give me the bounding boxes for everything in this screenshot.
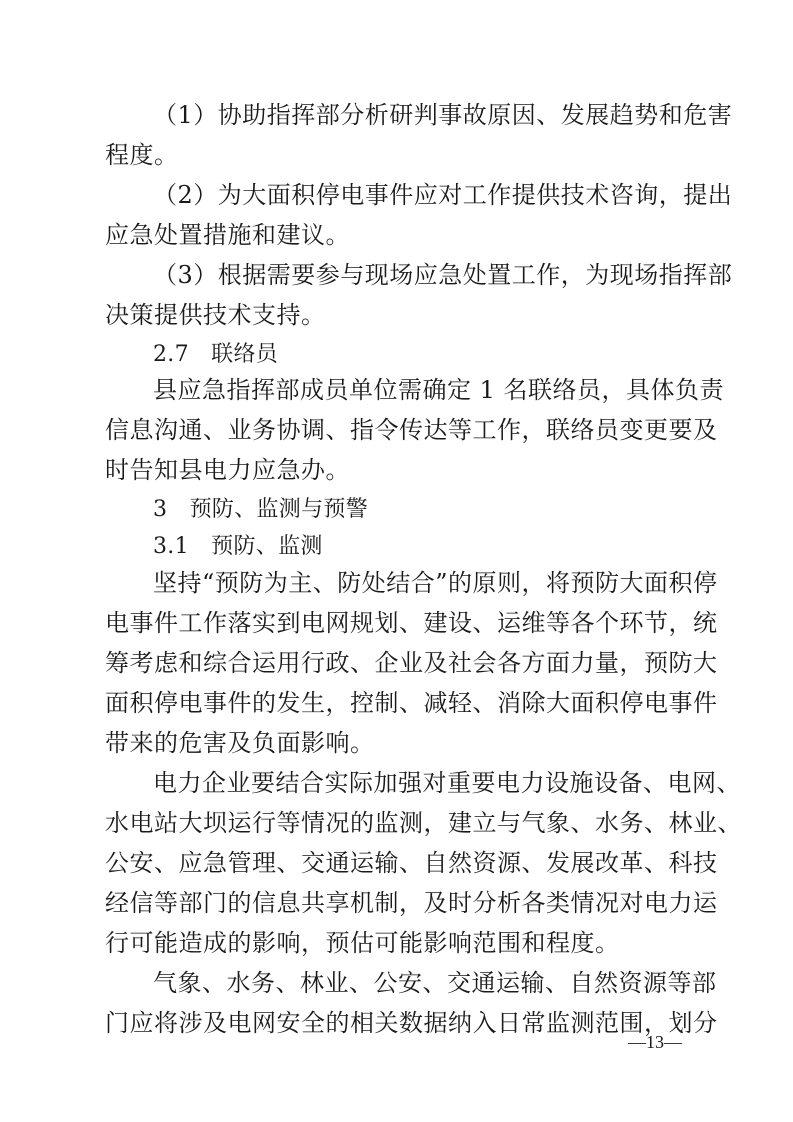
text-line: 电力企业要结合实际加强对重要电力设施设备、电网、 — [153, 769, 741, 797]
text-line: 时告知县电力应急办。 — [105, 456, 350, 484]
text-line: （3）根据需要参与现场应急处置工作，为现场指挥部 — [153, 261, 733, 289]
text-line: 行可能造成的影响，预估可能影响范围和程度。 — [105, 929, 620, 957]
text-line: 水电站大坝运行等情况的监测，建立与气象、水务、林业、 — [105, 809, 742, 837]
text-line: 经信等部门的信息共享机制，及时分析各类情况对电力运 — [105, 889, 718, 917]
text-line: 带来的危害及负面影响。 — [105, 729, 375, 757]
text-line: 门应将涉及电网安全的相关数据纳入日常监测范围，划分 — [105, 1009, 718, 1037]
section-heading: 2.7 联络员 — [153, 342, 279, 367]
text-line: 县应急指挥部成员单位需确定 1 名联络员，具体负责 — [153, 376, 725, 404]
text-line: 公安、应急管理、交通运输、自然资源、发展改革、科技 — [105, 849, 718, 877]
text-line: 决策提供技术支持。 — [105, 301, 326, 329]
text-line: （1）协助指挥部分析研判事故原因、发展趋势和危害 — [153, 101, 733, 129]
page-number: —13— — [628, 1032, 682, 1052]
text-line: 信息沟通、业务协调、指令传达等工作，联络员变更要及 — [105, 416, 718, 444]
text-line: 筹考虑和综合运用行政、企业及社会各方面力量，预防大 — [105, 649, 718, 677]
text-line: 面积停电事件的发生，控制、减轻、消除大面积停电事件 — [105, 689, 718, 717]
text-line: （2）为大面积停电事件应对工作提供技术咨询，提出 — [153, 181, 733, 209]
subsection-heading: 3.1 预防、监测 — [153, 534, 323, 559]
text-line: 气象、水务、林业、公安、交通运输、自然资源等部 — [153, 969, 717, 997]
section-heading: 3 预防、监测与预警 — [153, 497, 368, 522]
text-line: 电事件工作落实到电网规划、建设、运维等各个环节，统 — [105, 609, 718, 637]
text-line: 程度。 — [105, 141, 179, 169]
text-line: 坚持“预防为主、防处结合”的原则，将预防大面积停 — [153, 569, 718, 597]
text-line: 应急处置措施和建议。 — [105, 221, 350, 249]
